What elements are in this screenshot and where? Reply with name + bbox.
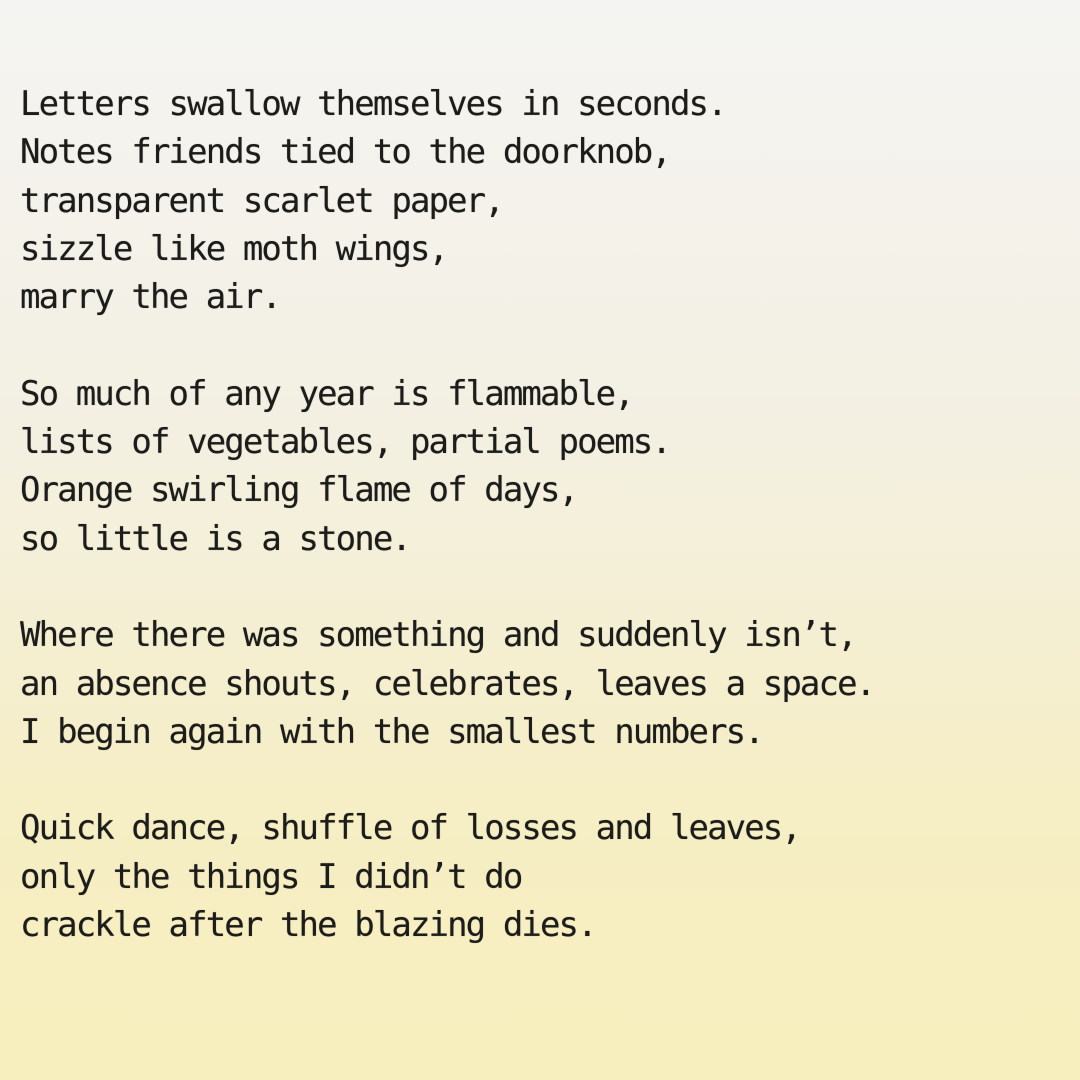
poem-line: Orange swirling flame of days,	[20, 470, 578, 511]
poem-line: only the things I didn’t do	[20, 856, 522, 897]
poem-line: Letters swallow themselves in seconds.	[20, 84, 726, 124]
poem-line: crackle after the blazing dies.	[20, 905, 596, 946]
stanza-1	[20, 80, 1070, 321]
poem-line: sizzle like moth wings,	[20, 228, 448, 269]
stanza-4	[20, 804, 1070, 949]
poem-body	[20, 80, 1070, 949]
poem-line: marry the air.	[20, 277, 280, 318]
poem-line: so little is a stone.	[20, 518, 410, 559]
poem-line: an absence shouts, celebrates, leaves a space.	[20, 663, 875, 704]
poem-line: lists of vegetables, partial poems.	[20, 422, 670, 463]
poem-line: Notes friends tied to the doorknob,	[20, 132, 670, 173]
poem-line: I begin again with the smallest numbers.	[20, 711, 763, 752]
poem-line: Where there was something and suddenly isn’t,	[20, 615, 856, 656]
poem-line: Quick dance, shuffle of losses and leaves,	[20, 808, 800, 849]
stanza-3	[20, 611, 1070, 756]
poem-line: So much of any year is flammable,	[20, 373, 633, 414]
stanza-2	[20, 370, 1070, 563]
poem-line: transparent scarlet paper,	[20, 180, 503, 221]
